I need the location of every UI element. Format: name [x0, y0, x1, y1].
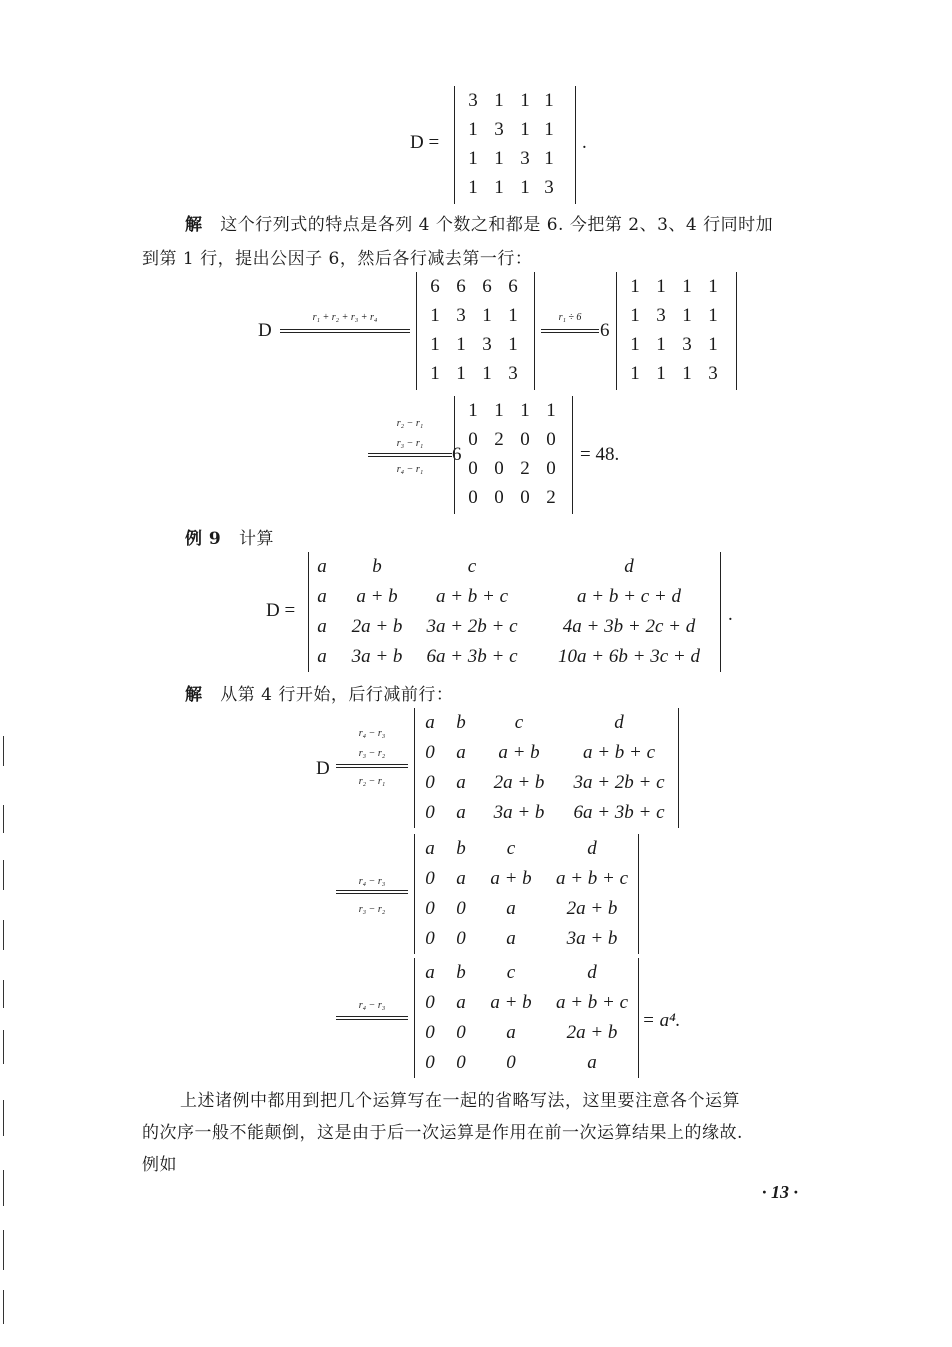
- matrix8-cell: a + b: [490, 992, 532, 1013]
- matrix4-cell: 0: [468, 429, 478, 450]
- solution-marker: 解: [185, 685, 203, 705]
- matrix3-cell: 1: [630, 363, 640, 384]
- matrix1-cell: 1: [544, 148, 554, 169]
- matrix6-right-bar: [678, 708, 679, 828]
- matrix4-cell: 1: [468, 400, 478, 421]
- matrix6-cell: 2a + b: [493, 772, 545, 793]
- matrix8-cell: 0: [425, 992, 435, 1013]
- matrix2-cell: 1: [482, 305, 492, 326]
- matrix7-cell: c: [506, 838, 516, 859]
- op-sub3-r3r2: r₃ − r₂: [358, 904, 386, 915]
- matrix3-cell: 3: [682, 334, 692, 355]
- matrix1-cell: 3: [520, 148, 530, 169]
- matrix8-cell: b: [456, 962, 466, 983]
- matrix2-cell: 6: [456, 276, 466, 297]
- example9-heading: 例 9 计算: [185, 529, 274, 549]
- op-sub2-r4r3: r₄ − r₃: [358, 728, 386, 739]
- matrix7-cell: b: [456, 838, 466, 859]
- matrix3-cell: 1: [630, 305, 640, 326]
- matrix8-left-bar: [414, 958, 415, 1078]
- matrix2-cell: 1: [430, 334, 440, 355]
- scan-margin-line: [3, 736, 4, 766]
- result-a4: = a⁴.: [642, 1010, 681, 1031]
- matrix7-left-bar: [414, 834, 415, 954]
- matrix5-cell: a + b: [356, 586, 398, 607]
- matrix2-cell: 1: [482, 363, 492, 384]
- matrix4-cell: 1: [494, 400, 504, 421]
- matrix8-cell: 0: [506, 1052, 516, 1073]
- matrix6-cell: a: [456, 772, 466, 793]
- matrix4-cell: 0: [520, 487, 530, 508]
- op-sub2-r2r1: r₂ − r₁: [358, 776, 386, 787]
- matrix2-cell: 3: [456, 305, 466, 326]
- matrix5-cell: a: [317, 586, 327, 607]
- matrix1-cell: 1: [520, 119, 530, 140]
- matrix8-cell: 0: [456, 1052, 466, 1073]
- matrix3-cell: 1: [708, 334, 718, 355]
- matrix6-cell: d: [614, 712, 624, 733]
- matrix7-right-bar: [638, 834, 639, 954]
- factor-6-b: 6: [452, 444, 462, 465]
- matrix5-cell: a: [317, 646, 327, 667]
- op-sub3-r4r3: r₄ − r₃: [358, 876, 386, 887]
- matrix7-cell: a + b + c: [555, 868, 629, 889]
- matrix7-cell: 3a + b: [566, 928, 618, 949]
- matrix7-cell: 0: [425, 898, 435, 919]
- matrix7-cell: 2a + b: [566, 898, 618, 919]
- paragraph-line3: 例如: [142, 1155, 177, 1175]
- matrix8-cell: 0: [425, 1022, 435, 1043]
- matrix3-cell: 3: [708, 363, 718, 384]
- matrix5-cell: 6a + 3b + c: [426, 646, 518, 667]
- matrix6-cell: a: [456, 742, 466, 763]
- matrix2-cell: 6: [482, 276, 492, 297]
- op-sub4-arrow: [336, 1016, 408, 1020]
- matrix8-cell: a: [506, 1022, 516, 1043]
- matrix6-cell: a: [456, 802, 466, 823]
- matrix2-cell: 6: [508, 276, 518, 297]
- matrix2-left-bar: [416, 272, 417, 390]
- matrix1-cell: 1: [468, 119, 478, 140]
- matrix2-cell: 3: [482, 334, 492, 355]
- matrix4-right-bar: [572, 396, 573, 514]
- matrix7-cell: 0: [425, 868, 435, 889]
- factor-6-a: 6: [600, 320, 610, 341]
- matrix5-right-bar: [720, 552, 721, 672]
- matrix3-cell: 1: [656, 276, 666, 297]
- matrix5-cell: 4a + 3b + 2c + d: [562, 616, 696, 637]
- matrix2: [416, 272, 540, 392]
- matrix2-cell: 1: [508, 305, 518, 326]
- matrix1-cell: 1: [520, 177, 530, 198]
- matrix2-cell: 3: [508, 363, 518, 384]
- paragraph-line2: 的次序一般不能颠倒，这是由于后一次运算是作用在前一次运算结果上的缘故.: [142, 1123, 743, 1143]
- matrix5-cell: a: [317, 556, 327, 577]
- op-sub4-r4r3: r₄ − r₃: [358, 1000, 386, 1011]
- matrix7-cell: a: [456, 868, 466, 889]
- matrix7-cell: a: [506, 928, 516, 949]
- matrix7-cell: d: [587, 838, 597, 859]
- matrix2-cell: 6: [430, 276, 440, 297]
- matrix8-cell: c: [506, 962, 516, 983]
- matrix8-cell: 0: [456, 1022, 466, 1043]
- matrix3-cell: 1: [708, 276, 718, 297]
- matrix1-cell: 1: [494, 148, 504, 169]
- matrix5-cell: c: [467, 556, 477, 577]
- matrix4-cell: 1: [546, 400, 556, 421]
- matrix8-cell: a: [456, 992, 466, 1013]
- matrix1: [452, 86, 582, 206]
- matrix7-cell: 0: [456, 928, 466, 949]
- matrix1-cell: 3: [468, 90, 478, 111]
- matrix1-left-bar: [454, 86, 455, 204]
- matrix8-cell: a: [425, 962, 435, 983]
- matrix3-cell: 1: [656, 334, 666, 355]
- matrix1-end: .: [582, 132, 587, 153]
- matrix4-cell: 2: [546, 487, 556, 508]
- matrix1-cell: 1: [468, 148, 478, 169]
- op-sub1-r4r1: r₄ − r₁: [396, 464, 424, 475]
- matrix2-cell: 1: [456, 363, 466, 384]
- matrix8-cell: d: [587, 962, 597, 983]
- matrix7: [414, 834, 644, 956]
- matrix2-cell: 1: [508, 334, 518, 355]
- op-sum-arrow: [280, 329, 410, 333]
- matrix3-cell: 1: [630, 334, 640, 355]
- matrix5-cell: 2a + b: [351, 616, 403, 637]
- matrix1-cell: 1: [494, 177, 504, 198]
- solution2-line: 解 从第 4 行开始，后行减前行：: [185, 685, 454, 705]
- scan-margin-line: [3, 980, 4, 1008]
- matrix4-cell: 0: [546, 458, 556, 479]
- matrix5-label: D =: [266, 600, 296, 621]
- matrix7-cell: a + b: [490, 868, 532, 889]
- scan-margin-line: [3, 860, 4, 890]
- eq2-D: D: [316, 758, 330, 779]
- matrix3-cell: 1: [656, 363, 666, 384]
- matrix1-label: D =: [410, 132, 440, 153]
- matrix6-cell: 0: [425, 802, 435, 823]
- matrix6-cell: a + b: [498, 742, 540, 763]
- matrix4-cell: 1: [520, 400, 530, 421]
- matrix5-cell: a + b + c: [435, 586, 509, 607]
- matrix2-right-bar: [534, 272, 535, 390]
- matrix5: [308, 552, 728, 674]
- matrix5-cell: 10a + 6b + 3c + d: [558, 646, 700, 667]
- matrix6-cell: b: [456, 712, 466, 733]
- scan-margin-line: [3, 1290, 4, 1324]
- matrix8-cell: 0: [425, 1052, 435, 1073]
- scan-margin-line: [3, 1230, 4, 1270]
- op-divide-arrow: [541, 329, 599, 333]
- matrix6-cell: 3a + b: [493, 802, 545, 823]
- matrix6-cell: a + b + c: [582, 742, 656, 763]
- matrix3-cell: 1: [630, 276, 640, 297]
- paragraph-line1: 上述诸例中都用到把几个运算写在一起的省略写法，这里要注意各个运算: [180, 1091, 740, 1111]
- matrix5-cell: a + b + c + d: [577, 586, 681, 607]
- matrix4-cell: 0: [494, 458, 504, 479]
- matrix6-left-bar: [414, 708, 415, 828]
- matrix1-cell: 1: [544, 90, 554, 111]
- solution1-line2: 到第 1 行，提出公因子 6，然后各行减去第一行：: [142, 249, 533, 269]
- matrix3: [616, 272, 740, 392]
- matrix1-cell: 1: [494, 90, 504, 111]
- page-number: · 13 ·: [762, 1182, 798, 1202]
- matrix2-cell: 1: [430, 305, 440, 326]
- matrix8-cell: a: [587, 1052, 597, 1073]
- op-sub1-r2r1: r₂ − r₁: [396, 418, 424, 429]
- scan-margin-line: [3, 920, 4, 950]
- matrix1-cell: 3: [544, 177, 554, 198]
- scan-margin-line: [3, 805, 4, 833]
- matrix3-cell: 1: [708, 305, 718, 326]
- matrix5-cell: 3a + 2b + c: [426, 616, 518, 637]
- matrix8-cell: a + b + c: [555, 992, 629, 1013]
- op-sub3-arrow: [336, 890, 408, 894]
- matrix1-cell: 3: [494, 119, 504, 140]
- matrix6-cell: 0: [425, 772, 435, 793]
- matrix8: [414, 958, 644, 1080]
- matrix5-end: .: [728, 604, 733, 625]
- matrix4-cell: 0: [494, 487, 504, 508]
- op-sub1-arrow: [368, 453, 452, 457]
- matrix1-cell: 1: [544, 119, 554, 140]
- matrix3-cell: 1: [682, 276, 692, 297]
- matrix5-cell: 3a + b: [351, 646, 403, 667]
- matrix1-right-bar: [575, 86, 576, 204]
- matrix7-cell: 0: [425, 928, 435, 949]
- matrix4-cell: 0: [546, 429, 556, 450]
- eq1-D: D: [258, 320, 272, 341]
- matrix3-left-bar: [616, 272, 617, 390]
- matrix2-cell: 1: [430, 363, 440, 384]
- matrix7-cell: 0: [456, 898, 466, 919]
- op-divide: r₁ ÷ 6: [558, 312, 582, 323]
- matrix4-left-bar: [454, 396, 455, 514]
- scan-margin-line: [3, 1100, 4, 1136]
- matrix3-cell: 1: [682, 363, 692, 384]
- solution1-line1: 解 这个行列式的特点是各列 4 个数之和都是 6. 今把第 2、3、4 行同时加: [185, 215, 774, 235]
- matrix1-cell: 1: [468, 177, 478, 198]
- op-sub2-r3r2: r₃ − r₂: [358, 748, 386, 759]
- matrix6-cell: 6a + 3b + c: [573, 802, 665, 823]
- matrix8-right-bar: [638, 958, 639, 1078]
- matrix5-left-bar: [308, 552, 309, 672]
- matrix5-cell: a: [317, 616, 327, 637]
- matrix4-cell: 0: [468, 487, 478, 508]
- matrix4-cell: 0: [520, 429, 530, 450]
- matrix6-cell: 3a + 2b + c: [573, 772, 665, 793]
- matrix7-cell: a: [425, 838, 435, 859]
- matrix3-cell: 3: [656, 305, 666, 326]
- matrix4-cell: 2: [494, 429, 504, 450]
- matrix1-cell: 1: [520, 90, 530, 111]
- matrix6: [414, 708, 684, 830]
- matrix5-cell: b: [372, 556, 382, 577]
- op-sub1-r3r1: r₃ − r₁: [396, 438, 424, 449]
- matrix4-cell: 2: [520, 458, 530, 479]
- matrix6-cell: c: [514, 712, 524, 733]
- solution-marker: 解: [185, 215, 203, 235]
- matrix4: [454, 396, 578, 516]
- matrix7-cell: a: [506, 898, 516, 919]
- matrix3-cell: 1: [682, 305, 692, 326]
- matrix4-cell: 0: [468, 458, 478, 479]
- matrix6-cell: a: [425, 712, 435, 733]
- matrix6-cell: 0: [425, 742, 435, 763]
- op-sub2-arrow: [336, 764, 408, 768]
- scan-margin-line: [3, 1170, 4, 1206]
- matrix2-cell: 1: [456, 334, 466, 355]
- result-48: = 48.: [580, 444, 620, 465]
- matrix5-cell: d: [624, 556, 634, 577]
- matrix3-right-bar: [736, 272, 737, 390]
- op-sum-rows: r₁ + r₂ + r₃ + r₄: [312, 312, 378, 323]
- scan-margin-line: [3, 1030, 4, 1064]
- example-label: 例 9: [185, 529, 222, 549]
- matrix8-cell: 2a + b: [566, 1022, 618, 1043]
